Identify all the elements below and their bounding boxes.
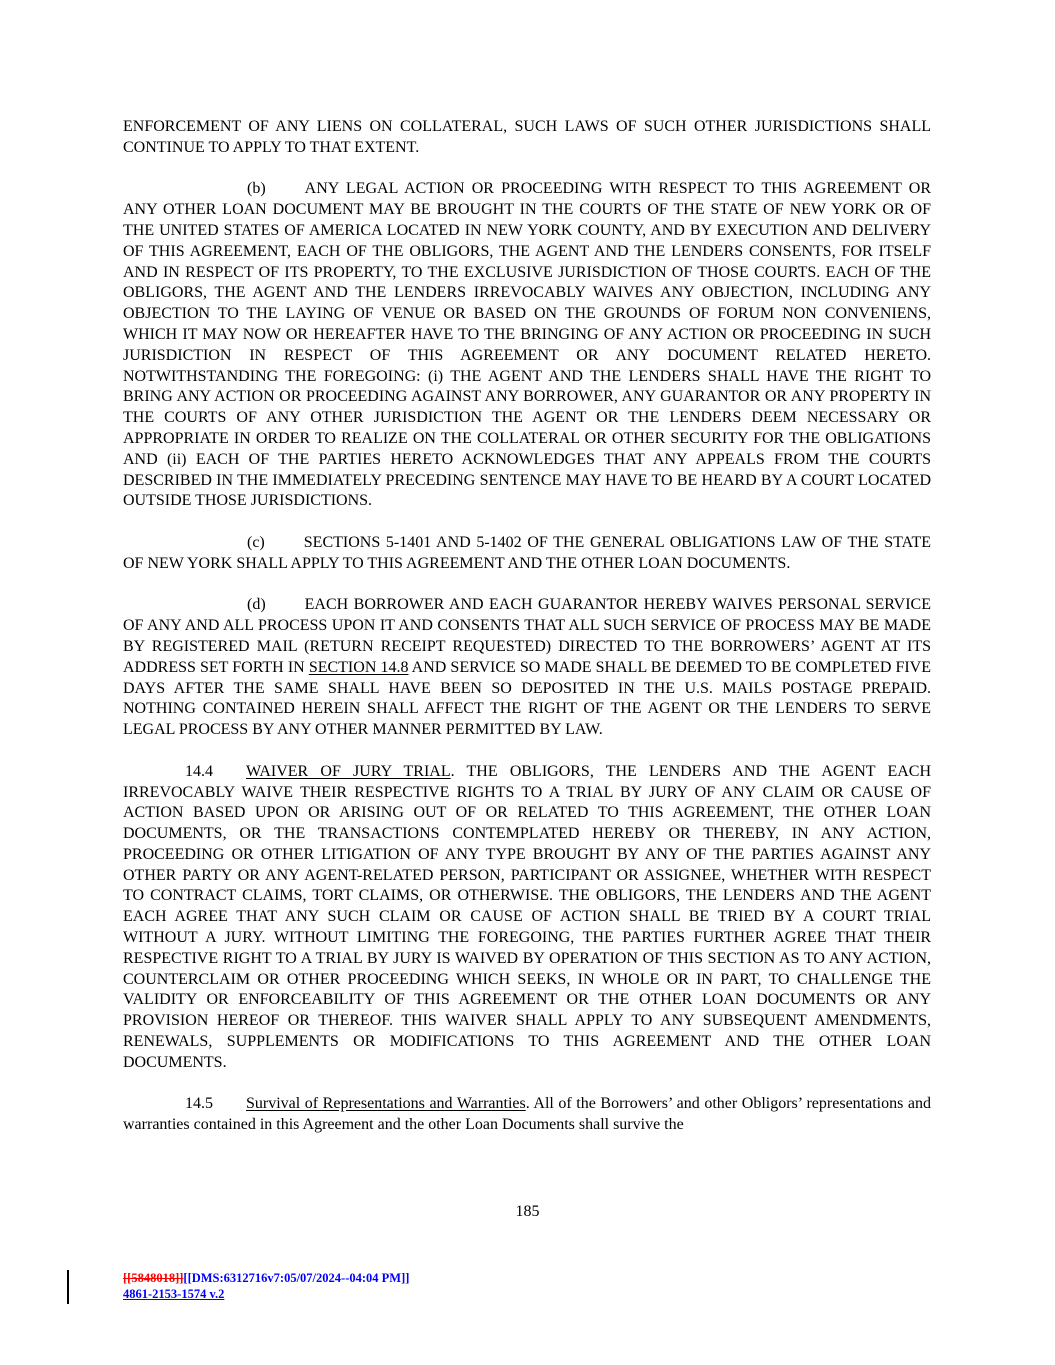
footer-doc-number-line: [123, 1287, 409, 1303]
footer: [123, 1271, 409, 1302]
text-run: 14.5: [185, 1095, 213, 1113]
tab-spacer: [123, 192, 247, 193]
text-run: (b): [247, 180, 266, 198]
text-run: ANY LEGAL ACTION OR PROCEEDING WITH RESPECT TO THIS AGREEMENT OR ANY OTHER LOAN DOCUMENT MAY BE BROUGHT IN THE COURTS OF THE STATE OF NEW YORK OR OF THE UNITED STATES OF AMERICA LOCATED IN NEW YORK COUNTY, AND BY EXECUTION AND DELIVERY OF THIS AGREEMENT, EACH OF THE OBLIGORS, THE AGENT AND THE LENDERS CONSENTS, FOR ITSELF AND IN RESPECT OF ITS PROPERTY, TO THE EXCLUSIVE JURISDICTION OF THOSE COURTS. EACH OF THE OBLIGORS, THE AGENT AND THE LENDERS IRREVOCABLY WAIVES ANY OBJECTION, INCLUDING ANY OBJECTION TO THE LAYING OF VENUE OR BASED ON THE GROUNDS OF FORUM NON CONVENIENS, WHICH IT MAY NOW OR HEREAFTER HAVE TO THE BRINGING OF ANY ACTION OR PROCEEDING IN SUCH JURISDICTION IN RESPECT OF THIS AGREEMENT OR ANY DOCUMENT RELATED HERETO. NOTWITHSTANDING THE FOREGOING: (i) THE AGENT AND THE LENDERS SHALL HAVE THE RIGHT TO BRING ANY ACTION OR PROCEEDING AGAINST ANY BORROWER, ANY GUARANTOR OR ANY PROPERTY IN THE COURTS OF ANY OTHER JURISDICTION THE AGENT OR THE LENDERS DEEM NECESSARY OR APPROPRIATE IN ORDER TO REALIZE ON THE COLLATERAL OR OTHER SECURITY FOR THE OBLIGATIONS AND (ii) EACH OF THE PARTIES HERETO ACKNOWLEDGES THAT ANY APPEALS FROM THE COURTS DESCRIBED IN THE IMMEDIATELY PRECEDING SENTENCE MAY HAVE TO BE HEARD BY A COURT LOCATED OUTSIDE THOSE JURISDICTIONS.: [123, 180, 931, 510]
para-clause-d: [123, 595, 931, 741]
tab-spacer: [123, 608, 247, 609]
tab-spacer: [123, 775, 185, 776]
para-section-14-4: [123, 762, 931, 1074]
text-run: 14.4: [185, 762, 213, 780]
footer-doc-number: 4861-2153-1574 v.2: [123, 1286, 225, 1301]
footer-doc-id-line: [123, 1271, 409, 1287]
text-run: AND SERVICE SO MADE SHALL BE DEEMED TO BE COMPLETED FIVE DAYS AFTER THE SAME SHALL HAVE BEEN SO DEPOSITED IN THE U.S. MAILS POSTAGE PREPAID. NOTHING CONTAINED HEREIN SHALL AFFECT THE RIGHT OF THE AGENT OR THE LENDERS TO SERVE LEGAL PROCESS BY ANY OTHER MANNER PERMITTED BY LAW.: [123, 658, 932, 739]
para-section-14-5: [123, 1094, 931, 1136]
change-bar: [67, 1270, 69, 1304]
footer-deleted-id: [[5848018]]: [123, 1271, 184, 1285]
para-clause-c: [123, 533, 931, 575]
underlined-text: Survival of Representations and Warranties: [246, 1095, 526, 1113]
para-clause-b: [123, 179, 931, 512]
text-run: SECTIONS 5-1401 AND 5-1402 OF THE GENERAL OBLIGATIONS LAW OF THE STATE OF NEW YORK SHALL APPLY TO THIS AGREEMENT AND THE OTHER LOAN DOCUMENTS.: [123, 533, 931, 572]
tab-spacer: [265, 546, 304, 547]
text-run: (d): [247, 596, 266, 614]
page-number: 185: [515, 1203, 540, 1220]
footer-dms-id: [[DMS:6312716v7:05/07/2024--04:04 PM]]: [183, 1271, 410, 1285]
text-run: EACH BORROWER AND EACH GUARANTOR HEREBY WAIVES PERSONAL SERVICE OF ANY AND ALL PROCESS UPON IT AND CONSENTS THAT ALL SUCH SERVICE OF PROCESS MAY BE MADE BY REGISTERED MAIL (RETURN RECEIPT REQUESTED) DIRECTED TO THE BORROWERS’ AGENT AT ITS ADDRESS SET FORTH IN: [123, 596, 931, 676]
tab-spacer: [213, 775, 246, 776]
tab-spacer: [123, 546, 247, 547]
text-run: (c): [247, 533, 265, 551]
text-run: . All of the Borrowers’ and other Obligors’ representations and warranties contained in this Agreement and the other Loan Documents shall survive the: [123, 1095, 932, 1134]
tab-spacer: [213, 1107, 246, 1108]
text-run: ENFORCEMENT OF ANY LIENS ON COLLATERAL, SUCH LAWS OF SUCH OTHER JURISDICTIONS SHALL CONTINUE TO APPLY TO THAT EXTENT.: [123, 118, 931, 156]
tab-spacer: [123, 1107, 185, 1108]
underlined-text: SECTION 14.8: [308, 658, 409, 676]
document-body: [123, 117, 931, 1157]
para-jurisdiction-continuation: [123, 117, 931, 159]
tab-spacer: [266, 192, 305, 193]
underlined-text: WAIVER OF JURY TRIAL: [246, 762, 451, 780]
tab-spacer: [266, 608, 305, 609]
text-run: . THE OBLIGORS, THE LENDERS AND THE AGENT EACH IRREVOCABLY WAIVE THEIR RESPECTIVE RIGHTS TO A TRIAL BY JURY OF ANY CLAIM OR CAUSE OF ACTION BASED UPON OR ARISING OUT OF OR RELATED TO THIS AGREEMENT, THE OTHER LOAN DOCUMENTS, OR THE TRANSACTIONS CONTEMPLATED HEREBY OR THEREBY, IN ANY ACTION, PROCEEDING OR OTHER LITIGATION OF ANY TYPE BROUGHT BY ANY OF THE PARTIES AGAINST ANY OTHER PARTY OR ANY AGENT-RELATED PERSON, PARTICIPANT OR ASSIGNEE, WHETHER WITH RESPECT TO CONTRACT CLAIMS, TORT CLAIMS, OR OTHERWISE. THE OBLIGORS, THE LENDERS AND THE AGENT EACH AGREE THAT ANY SUCH CLAIM OR CAUSE OF ACTION SHALL BE TRIED BY A COURT TRIAL WITHOUT A JURY. WITHOUT LIMITING THE FOREGOING, THE PARTIES FURTHER AGREE THAT THEIR RESPECTIVE RIGHT TO A TRIAL BY JURY IS WAIVED BY OPERATION OF THIS SECTION AS TO ANY ACTION, COUNTERCLAIM OR OTHER PROCEEDING WHICH SEEKS, IN WHOLE OR IN PART, TO CHALLENGE THE VALIDITY OR ENFORCEABILITY OF THIS AGREEMENT OR THE OTHER LOAN DOCUMENTS OR ANY PROVISION HEREOF OR THEREOF. THIS WAIVER SHALL APPLY TO ANY SUBSEQUENT AMENDMENTS, RENEWALS, SUPPLEMENTS OR MODIFICATIONS TO THIS AGREEMENT AND THE OTHER LOAN DOCUMENTS.: [123, 762, 931, 1071]
